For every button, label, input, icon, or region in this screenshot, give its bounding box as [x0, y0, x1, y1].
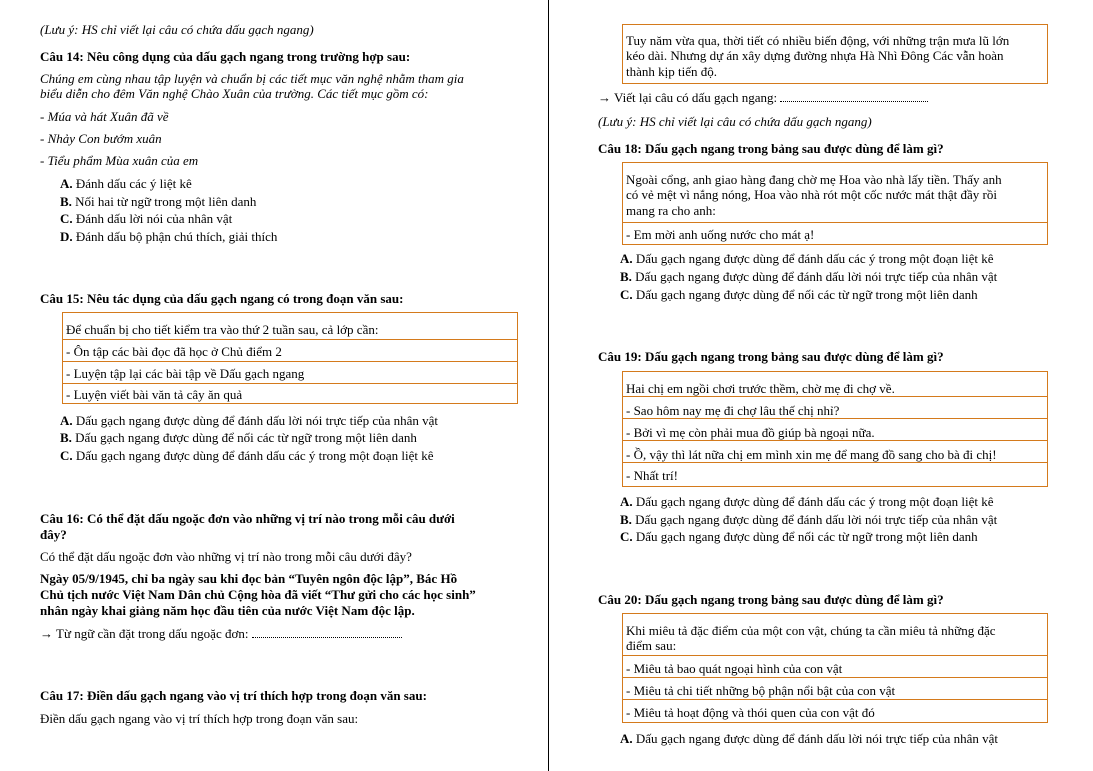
q15-box-line: - Luyện viết bài văn tả cây ăn quả [66, 387, 243, 402]
q18-title: Câu 18: Dấu gạch ngang trong bảng sau được dùng để làm gì? [598, 141, 944, 156]
q14-option-c[interactable]: C. Đánh dấu lời nói của nhân vật [60, 211, 233, 226]
q15-option-b[interactable]: B. Dấu gạch ngang được dùng để nối các từ ngữ trong một liên danh [60, 430, 417, 445]
q17-box-line: thành kịp tiến độ. [626, 64, 717, 79]
q14-passage-line: Chúng em cùng nhau tập luyện và chuẩn bị các tiết mục văn nghệ nhằm tham gia [40, 71, 464, 86]
q18-option-b[interactable]: B. Dấu gạch ngang được dùng để đánh dấu lời nói trực tiếp của nhân vật [620, 269, 998, 284]
q19-box-line: - Bởi vì mẹ còn phải mua đồ giúp bà ngoại nữa. [626, 425, 875, 440]
q18-option-c[interactable]: C. Dấu gạch ngang được dùng để nối các từ ngữ trong một liên danh [620, 287, 978, 302]
q19-option-c[interactable]: C. Dấu gạch ngang được dùng để nối các từ ngữ trong một liên danh [620, 529, 978, 544]
q16-sentence-line: Chủ tịch nước Việt Nam Dân chủ Cộng hòa đã viết “Thư gửi cho các học sinh” [40, 587, 476, 602]
q20-box-line: Khi miêu tả đặc điểm của một con vật, chúng ta cần miêu tả những đặc [626, 623, 996, 638]
note-top: (Lưu ý: HS chỉ viết lại câu có chứa dấu gạch ngang) [40, 22, 314, 37]
q14-option-a[interactable]: A. Đánh dấu các ý liệt kê [60, 176, 192, 191]
q14-passage-line: biểu diễn cho đêm Văn nghệ Chào Xuân của trường. Các tiết mục gồm có: [40, 86, 429, 101]
q20-option-a[interactable]: A. Dấu gạch ngang được dùng để đánh dấu lời nói trực tiếp của nhân vật [620, 731, 999, 746]
q19-option-a[interactable]: A. Dấu gạch ngang được dùng để đánh dấu các ý trong một đoạn liệt kê [620, 494, 994, 509]
q15-box-line: - Luyện tập lại các bài tập về Dấu gạch ngang [66, 366, 305, 381]
q18-box-line: Ngoài cổng, anh giao hàng đang chờ mẹ Hoa vào nhà lấy tiền. Thấy anh [626, 172, 1002, 187]
q15-box-line: Để chuẩn bị cho tiết kiểm tra vào thứ 2 tuần sau, cả lớp cần: [66, 322, 379, 337]
arrow-right-icon: → [40, 626, 53, 641]
q17-box-line: kéo dài. Nhưng dự án xây dựng đường nhựa Hà Nhì Đông Các vẫn hoàn [626, 48, 1004, 63]
q19-box-line: - Sao hôm nay mẹ đi chợ lâu thế chị nhỉ? [626, 403, 840, 418]
q19-box-line: Hai chị em ngồi chơi trước thềm, chờ mẹ đi chợ về. [626, 381, 895, 396]
q17-answer-line: → Viết lại câu có dấu gạch ngang: [598, 90, 928, 105]
q16-subtitle: Có thể đặt dấu ngoặc đơn vào những vị trí nào trong mỗi câu dưới đây? [40, 549, 412, 564]
q20-box-line: - Miêu tả chi tiết những bộ phận nổi bật của con vật [626, 683, 896, 698]
q15-option-a[interactable]: A. Dấu gạch ngang được dùng để đánh dấu lời nói trực tiếp của nhân vật [60, 413, 439, 428]
q17-answer-blank[interactable] [780, 91, 928, 102]
q19-box-line: - Nhất trí! [626, 468, 678, 483]
q18-option-a[interactable]: A. Dấu gạch ngang được dùng để đánh dấu các ý trong một đoạn liệt kê [620, 251, 994, 266]
q16-title: Câu 16: Có thể đặt dấu ngoặc đơn vào những vị trí nào trong mỗi câu dưới [40, 511, 455, 526]
q16-sentence-line: Ngày 05/9/1945, chỉ ba ngày sau khi đọc bản “Tuyên ngôn độc lập”, Bác Hồ [40, 571, 458, 586]
q20-box-line: điểm sau: [626, 638, 677, 653]
q15-option-c[interactable]: C. Dấu gạch ngang được dùng để đánh dấu các ý trong một đoạn liệt kê [60, 448, 434, 463]
q14-list-item: - Múa và hát Xuân đã về [40, 109, 169, 124]
q14-option-b[interactable]: B. Nối hai từ ngữ trong một liên danh [60, 194, 257, 209]
q14-list-item: - Nhảy Con bướm xuân [40, 131, 162, 146]
q18-box-line: có vẻ mệt vì nắng nóng, Hoa vào nhà rót một cốc nước mát thật đầy rồi [626, 187, 997, 202]
arrow-right-icon: → [598, 90, 611, 105]
q15-box-line: - Ôn tập các bài đọc đã học ở Chủ điểm 2 [66, 344, 282, 359]
q20-box-line: - Miêu tả bao quát ngoại hình của con vật [626, 661, 843, 676]
q18-box-line: - Em mời anh uống nước cho mát ạ! [626, 227, 815, 242]
q14-title: Câu 14: Nêu công dụng của dấu gạch ngang trong trường hợp sau: [40, 49, 411, 64]
q16-title: đây? [40, 527, 67, 542]
q19-option-b[interactable]: B. Dấu gạch ngang được dùng để đánh dấu lời nói trực tiếp của nhân vật [620, 512, 998, 527]
q17-box-line: Tuy năm vừa qua, thời tiết có nhiều biến động, với những trận mưa lũ lớn [626, 33, 1010, 48]
q16-answer-blank[interactable] [252, 627, 402, 638]
q15-title: Câu 15: Nêu tác dụng của dấu gạch ngang có trong đoạn văn sau: [40, 291, 404, 306]
q14-list-item: - Tiểu phẩm Mùa xuân của em [40, 153, 199, 168]
q20-box-line: - Miêu tả hoạt động và thói quen của con vật đó [626, 705, 875, 720]
q17-subtitle: Điền dấu gạch ngang vào vị trí thích hợp trong đoạn văn sau: [40, 711, 359, 726]
column-divider [548, 0, 549, 771]
q18-box-line: mang ra cho anh: [626, 203, 716, 218]
q19-title: Câu 19: Dấu gạch ngang trong bảng sau được dùng để làm gì? [598, 349, 944, 364]
note: (Lưu ý: HS chỉ viết lại câu có chứa dấu gạch ngang) [598, 114, 872, 129]
q16-sentence-line: nhân ngày khai giảng năm học đầu tiên của nước Việt Nam độc lập. [40, 603, 415, 618]
q19-box-line: - Ồ, vậy thì lát nữa chị em mình xin mẹ để mang đồ sang cho bà đi chị! [626, 447, 997, 462]
q17-title: Câu 17: Điền dấu gạch ngang vào vị trí thích hợp trong đoạn văn sau: [40, 688, 427, 703]
q14-option-d[interactable]: D. Đánh dấu bộ phận chú thích, giải thích [60, 229, 278, 244]
q20-title: Câu 20: Dấu gạch ngang trong bảng sau được dùng để làm gì? [598, 592, 944, 607]
q16-answer-line: → Từ ngữ cần đặt trong dấu ngoặc đơn: [40, 626, 402, 641]
